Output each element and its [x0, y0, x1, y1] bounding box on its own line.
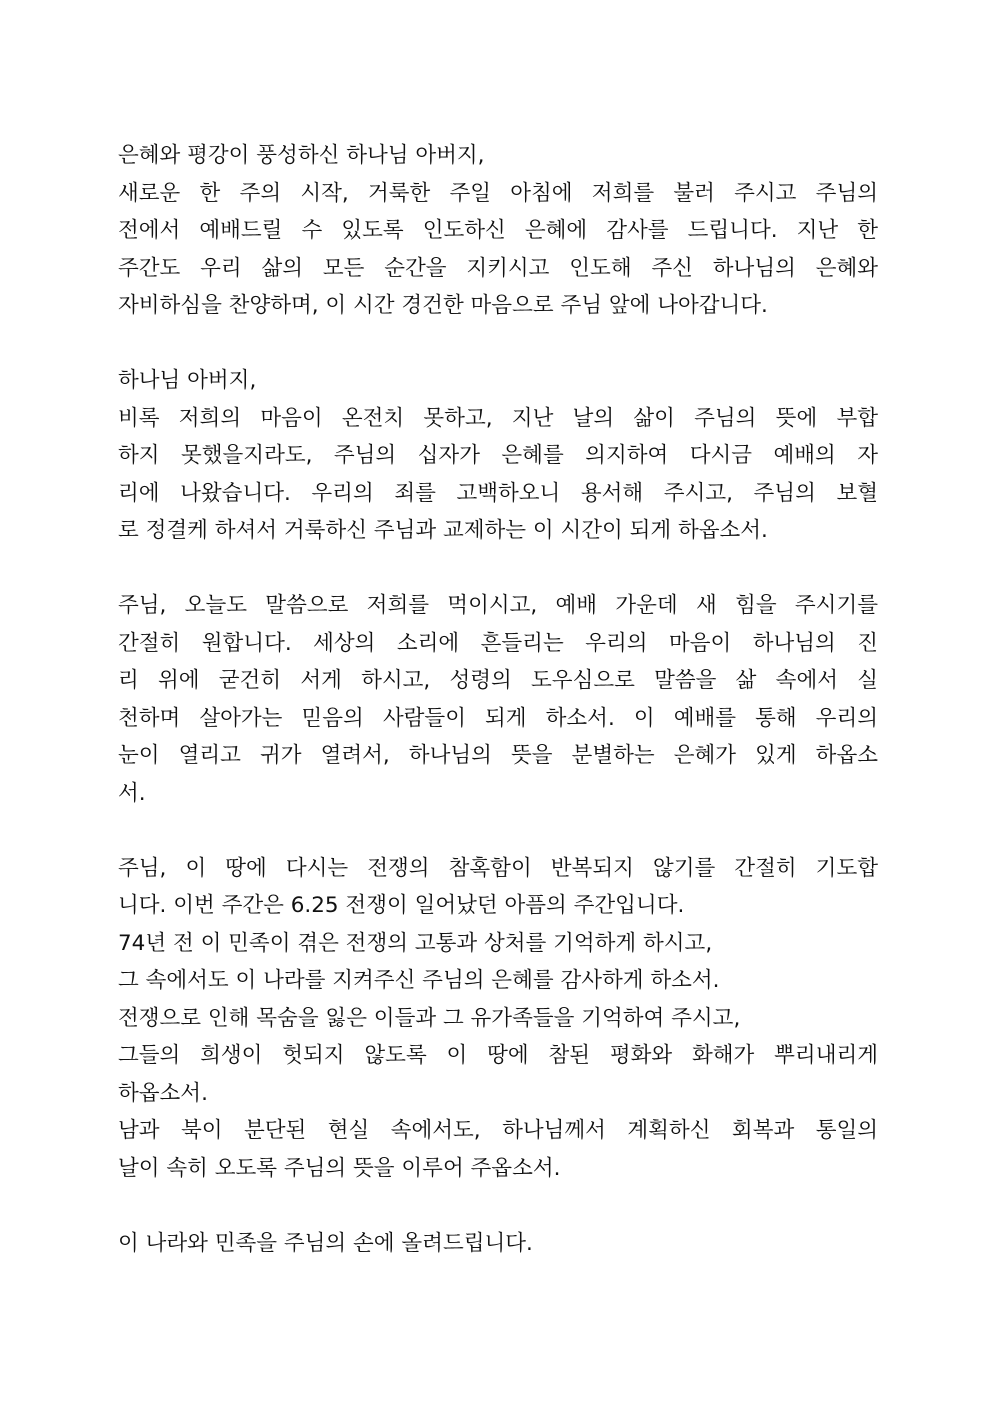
paragraph-5	[118, 1225, 878, 1263]
text-line: 하옵소서.	[118, 1080, 208, 1106]
text-line: 리에 나왔습니다. 우리의 죄를 고백하오니 용서해 주시고, 주님의 보혈	[118, 480, 878, 506]
text-line: 전에서 예배드릴 수 있도록 인도하신 은혜에 감사를 드립니다. 지난 한	[118, 218, 878, 243]
text-line: 주간도 우리 삶의 모든 순간을 지키시고 인도해 주신 하나님의 은혜와	[118, 255, 878, 281]
text-line: 74년 전 이 민족이 겪은 전쟁의 고통과 상처를 기억하게 하시고,	[118, 930, 713, 956]
text-line: 서.	[118, 780, 146, 806]
text-line: 그들의 희생이 헛되지 않도록 이 땅에 참된 평화와 화해가 뿌리내리게	[118, 1043, 878, 1068]
text-line: 니다. 이번 주간은 6.25 전쟁이 일어났던 아픔의 주간입니다.	[118, 893, 685, 918]
text-line: 주님, 오늘도 말씀으로 저희를 먹이시고, 예배 가운데 새 힘을 주시기를	[118, 593, 878, 618]
text-line: 하지 못했을지라도, 주님의 십자가 은혜를 의지하여 다시금 예배의 자	[118, 443, 878, 468]
paragraph-spacer	[118, 1187, 878, 1225]
paragraph-4	[118, 850, 878, 1188]
paragraph-3	[118, 587, 878, 812]
text-line: 전쟁으로 인해 목숨을 잃은 이들과 그 유가족들을 기억하여 주시고,	[118, 1005, 741, 1031]
text-line: 이 나라와 민족을 주님의 손에 올려드립니다.	[118, 1230, 533, 1256]
prayer-text	[118, 137, 878, 1262]
paragraph-spacer	[118, 550, 878, 588]
paragraph-1	[118, 137, 878, 325]
text-line: 로 정결케 하셔서 거룩하신 주님과 교제하는 이 시간이 되게 하옵소서.	[118, 518, 768, 543]
paragraph-spacer	[118, 325, 878, 363]
text-line: 새로운 한 주의 시작, 거룩한 주일 아침에 저희를 불러 주시고 주님의	[118, 180, 878, 206]
text-line: 리 위에 굳건히 서게 하시고, 성령의 도우심으로 말씀을 삶 속에서 실	[118, 668, 878, 693]
text-line: 자비하심을 찬양하며, 이 시간 경건한 마음으로 주님 앞에 나아갑니다.	[118, 293, 768, 318]
text-line: 눈이 열리고 귀가 열려서, 하나님의 뜻을 분별하는 은혜가 있게 하옵소	[118, 743, 878, 768]
paragraph-2	[118, 362, 878, 550]
text-line: 주님, 이 땅에 다시는 전쟁의 참혹함이 반복되지 않기를 간절히 기도합	[118, 855, 878, 881]
text-line: 그 속에서도 이 나라를 지켜주신 주님의 은혜를 감사하게 하소서.	[118, 968, 720, 993]
text-line: 남과 북이 분단된 현실 속에서도, 하나님께서 계획하신 회복과 통일의	[118, 1118, 878, 1143]
text-line: 천하며 살아가는 믿음의 사람들이 되게 하소서. 이 예배를 통해 우리의	[118, 705, 878, 731]
paragraph-spacer	[118, 812, 878, 850]
text-line: 하나님 아버지,	[118, 368, 257, 393]
text-line: 비록 저희의 마음이 온전치 못하고, 지난 날의 삶이 주님의 뜻에 부합	[118, 405, 878, 431]
text-line: 날이 속히 오도록 주님의 뜻을 이루어 주옵소서.	[118, 1155, 561, 1181]
text-line: 은혜와 평강이 풍성하신 하나님 아버지,	[118, 143, 485, 168]
text-line: 간절히 원합니다. 세상의 소리에 흔들리는 우리의 마음이 하나님의 진	[118, 630, 878, 656]
